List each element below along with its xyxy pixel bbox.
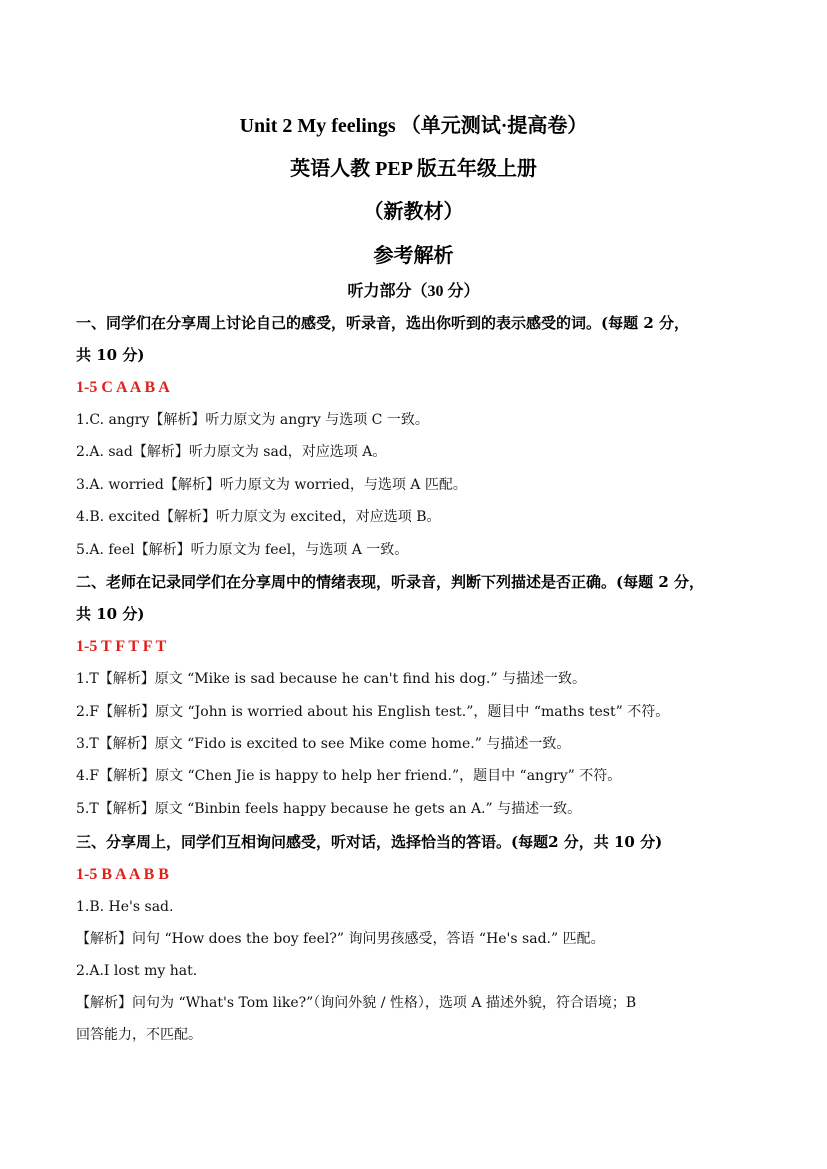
document-subtitle: 英语人教 PEP 版五年级上册 — [290, 158, 537, 180]
part3-answers: 1-5 B A A B B — [76, 866, 169, 883]
part1-heading: 一、同学们在分享周上讨论自己的感受，听录音，选出你听到的表示感受的词。(每题 2 分， — [76, 314, 689, 332]
edition-label: （新教材） — [363, 201, 464, 223]
part1-item: 5.A. feel【解析】听力原文为 feel，与选项 A 一致。 — [76, 542, 409, 558]
part2-item: 3.T【解析】原文 “Fido is excited to see Mike come home.” 与描述一致。 — [76, 736, 571, 752]
part2-item: 2.F【解析】原文 “John is worried about his English test.”，题目中 “maths test” 不符。 — [76, 704, 670, 720]
part1-item: 2.A. sad【解析】听力原文为 sad，对应选项 A。 — [76, 444, 387, 460]
part2-heading: 二、老师在记录同学们在分享周中的情绪表现，听录音，判断下列描述是否正确。(每题 2 分， — [76, 573, 704, 591]
part1-heading-cont: 共 10 分) — [76, 346, 145, 364]
part3-explanation: 【解析】问句 “How does the boy feel?” 询问男孩感受，答语 “He's sad.” 匹配。 — [76, 931, 605, 947]
part1-answers: 1-5 C A A B A — [76, 379, 170, 396]
part2-item: 4.F【解析】原文 “Chen Jie is happy to help her friend.”，题目中 “angry” 不符。 — [76, 768, 622, 784]
document-title: Unit 2 My feelings （单元测试·提高卷） — [239, 115, 588, 137]
part1-item: 1.C. angry【解析】听力原文为 angry 与选项 C 一致。 — [76, 412, 429, 428]
part3-item: 2.A.I lost my hat. — [76, 963, 198, 979]
part2-answers: 1-5 T F T F T — [76, 638, 167, 655]
part3-explanation-cont: 回答能力，不匹配。 — [76, 1027, 202, 1043]
part2-item: 1.T【解析】原文 “Mike is sad because he can't find his dog.” 与描述一致。 — [76, 671, 586, 687]
part2-heading-cont: 共 10 分) — [76, 605, 145, 623]
part3-item: 1.B. He's sad. — [76, 899, 174, 915]
section-label: 听力部分（30 分） — [347, 283, 480, 300]
answer-key-title: 参考解析 — [373, 245, 454, 267]
part1-item: 3.A. worried【解析】听力原文为 worried，与选项 A 匹配。 — [76, 477, 467, 493]
part3-explanation: 【解析】问句为 “What's Tom like?”（询问外貌 / 性格），选项 A 描述外貌，符合语境；B — [76, 995, 637, 1011]
part2-item: 5.T【解析】原文 “Binbin feels happy because he gets an A.” 与描述一致。 — [76, 801, 582, 817]
part3-heading: 三、分享周上，同学们互相询问感受，听对话，选择恰当的答语。(每题2 分，共 10 分) — [76, 833, 663, 851]
part1-item: 4.B. excited【解析】听力原文为 excited，对应选项 B。 — [76, 509, 441, 525]
